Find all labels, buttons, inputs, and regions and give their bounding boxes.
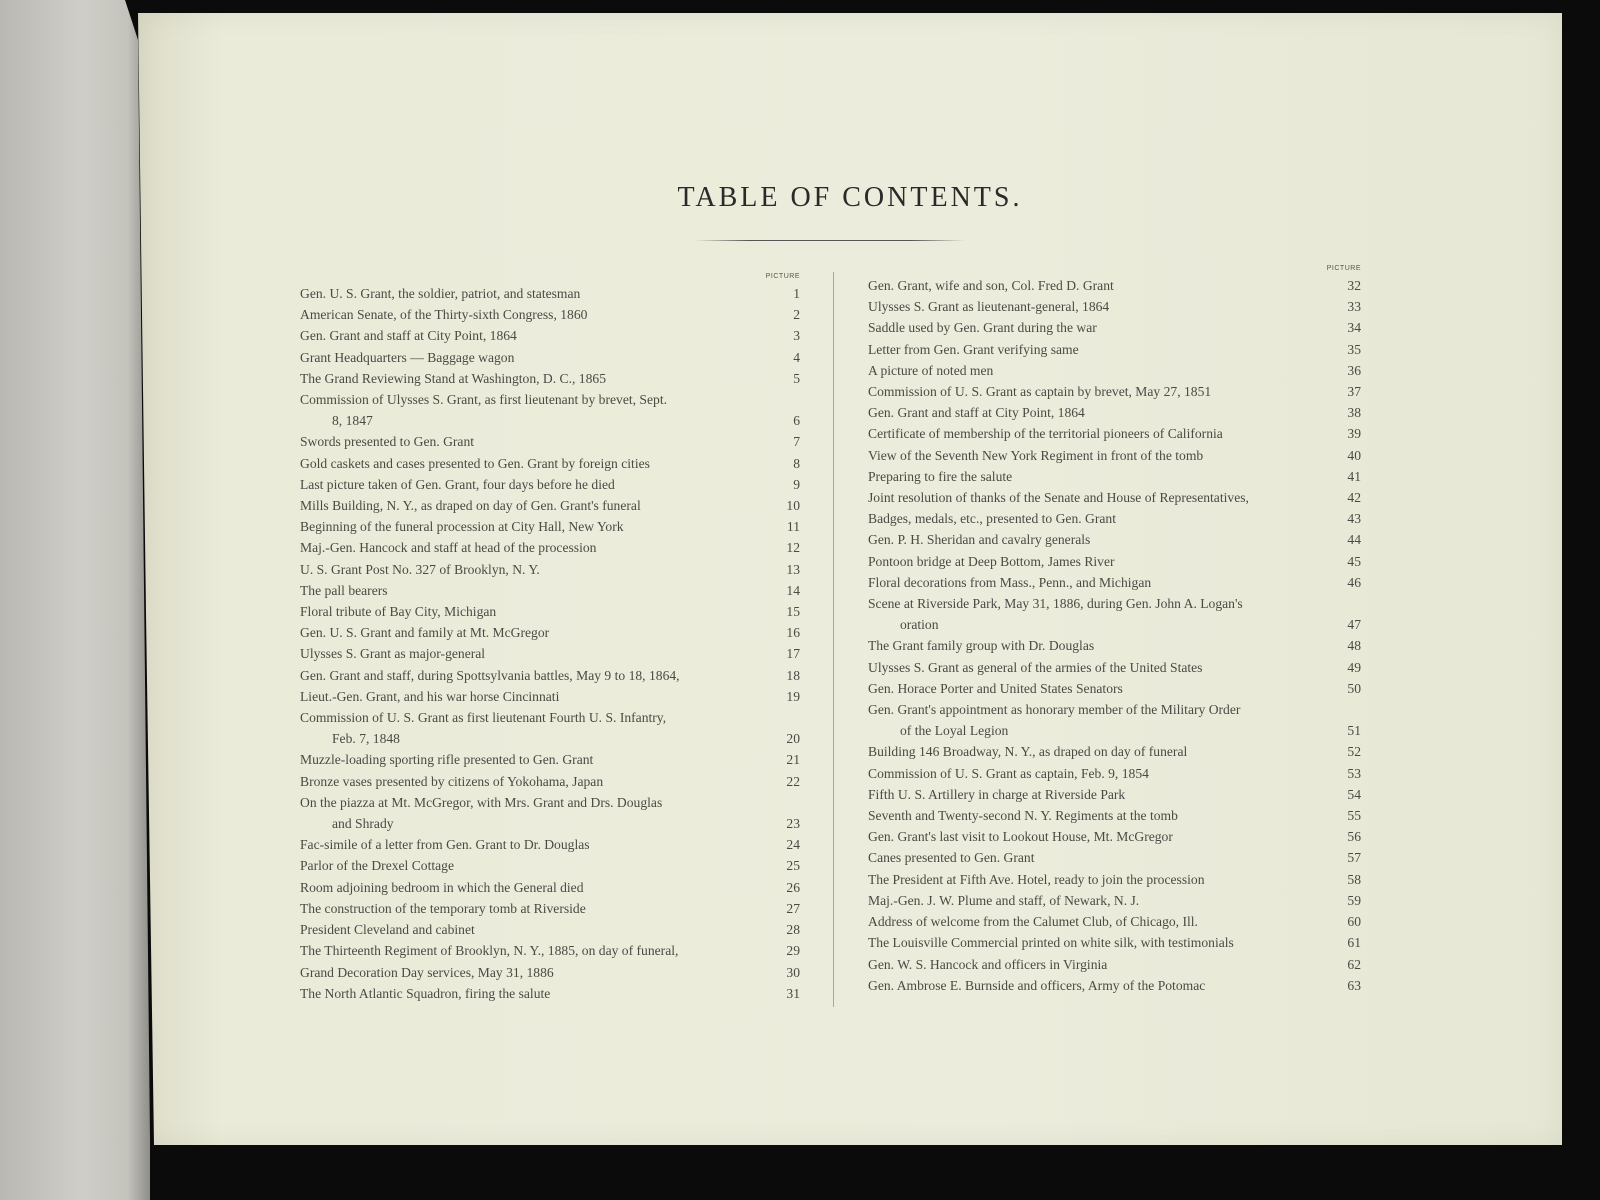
contents-entry (300, 431, 800, 452)
entry-page-number: 47 (1347, 617, 1361, 633)
entry-title: Floral tribute of Bay City, Michigan (300, 604, 497, 620)
entry-page-number: 28 (786, 922, 800, 938)
entry-title: The Louisville Commercial printed on white silk, with testimonials (868, 935, 1234, 951)
entry-title: The President at Fifth Ave. Hotel, ready to join the procession (868, 871, 1205, 887)
contents-entry (868, 657, 1361, 678)
entry-title: Grand Decoration Day services, May 31, 1886 (300, 964, 554, 980)
contents-entry (300, 474, 800, 495)
entry-title: On the piazza at Mt. McGregor, with Mrs. Grant and Drs. Douglas (300, 794, 663, 810)
entry-page-number: 4 (793, 349, 800, 365)
contents-entry (868, 869, 1361, 890)
entry-title: Gen. U. S. Grant, the soldier, patriot, and statesman (300, 286, 581, 301)
contents-entry (300, 495, 800, 516)
entries-left (300, 283, 800, 1004)
entry-title: Certificate of membership of the territorial pioneers of California (868, 426, 1223, 442)
entry-title: Lieut.-Gen. Grant, and his war horse Cincinnati (300, 688, 560, 704)
contents-entry (868, 826, 1361, 847)
contents-entry (300, 559, 800, 580)
entry-page-number: 27 (786, 900, 800, 916)
entry-page-number: 9 (793, 476, 800, 492)
entry-page-number: 36 (1347, 362, 1361, 378)
contents-entry (300, 580, 800, 601)
contents-entry (300, 304, 800, 325)
entry-title: Seventh and Twenty-second N. Y. Regiments at the tomb (868, 808, 1178, 824)
entry-title: Swords presented to Gen. Grant (300, 434, 475, 450)
contents-entry (300, 686, 800, 707)
contents-entry (868, 678, 1361, 699)
contents-entry (300, 453, 800, 474)
entry-page-number: 26 (786, 879, 800, 895)
entry-page-number: 12 (786, 540, 800, 556)
contents-entry (868, 593, 1361, 635)
entry-title-continued: 8, 1847 (332, 413, 373, 429)
entry-title: Last picture taken of Gen. Grant, four days before he died (300, 476, 615, 492)
contents-entry (300, 771, 800, 792)
entry-title: Ulysses S. Grant as lieutenant-general, 1864 (868, 299, 1110, 315)
entry-page-number: 32 (1347, 278, 1361, 293)
entry-title: Address of welcome from the Calumet Club, of Chicago, Ill. (868, 914, 1198, 930)
entry-title: View of the Seventh New York Regiment in front of the tomb (868, 447, 1204, 463)
entry-page-number: 49 (1347, 659, 1361, 675)
entry-title: Building 146 Broadway, N. Y., as draped on day of funeral (868, 744, 1188, 760)
entry-title: Gold caskets and cases presented to Gen. Grant by foreign cities (300, 455, 650, 471)
entries-right (868, 275, 1361, 996)
page-title: TABLE OF CONTENTS. (677, 182, 1023, 213)
entry-page-number: 8 (793, 455, 800, 471)
contents-entry (300, 601, 800, 622)
contents-entry (868, 890, 1361, 911)
contents-entry (868, 784, 1361, 805)
entry-title: Gen. P. H. Sheridan and cavalry generals (868, 532, 1091, 548)
entry-page-number: 1 (793, 286, 800, 301)
contents-entry (868, 975, 1361, 996)
entry-page-number: 30 (786, 964, 800, 980)
entry-title: President Cleveland and cabinet (300, 922, 475, 938)
entry-title-continued: and Shrady (332, 816, 394, 832)
entry-title: Commission of U. S. Grant as first lieutenant Fourth U. S. Infantry, (300, 710, 667, 726)
entry-page-number: 20 (786, 731, 800, 747)
entry-page-number: 6 (793, 413, 800, 429)
contents-entry (300, 855, 800, 876)
entry-title: Room adjoining bedroom in which the General died (300, 879, 584, 895)
contents-entry (868, 275, 1361, 296)
contents-entry (868, 508, 1361, 529)
contents-entry (868, 551, 1361, 572)
entry-page-number: 63 (1347, 977, 1361, 993)
entry-page-number: 17 (786, 646, 800, 662)
contents-column-left (300, 271, 800, 1004)
entry-page-number: 25 (786, 858, 800, 874)
contents-entry (868, 954, 1361, 975)
entry-title: The Grant family group with Dr. Douglas (868, 638, 1095, 654)
entry-page-number: 35 (1347, 341, 1361, 357)
contents-entry (300, 516, 800, 537)
contents-entry (868, 402, 1361, 423)
entry-title-continued: Feb. 7, 1848 (332, 731, 400, 747)
contents-entry (300, 368, 800, 389)
contents-entry (868, 805, 1361, 826)
entry-page-number: 51 (1347, 723, 1361, 739)
entry-title: Gen. Grant and staff, during Spottsylvania battles, May 9 to 18, 1864, (300, 667, 680, 683)
entry-page-number: 60 (1347, 914, 1361, 930)
entry-page-number: 16 (786, 625, 800, 641)
entry-title: Gen. Grant and staff at City Point, 1864 (300, 328, 517, 344)
contents-entry (868, 847, 1361, 868)
contents-entry (300, 962, 800, 983)
entry-page-number: 22 (786, 773, 800, 789)
entry-page-number: 5 (793, 370, 800, 386)
entry-title: Ulysses S. Grant as general of the armies of the United States (868, 659, 1203, 675)
entry-page-number: 59 (1347, 892, 1361, 908)
entry-title: Badges, medals, etc., presented to Gen. Grant (868, 511, 1117, 527)
contents-entry (300, 665, 800, 686)
contents-entry (300, 325, 800, 346)
entry-title: Gen. Grant, wife and son, Col. Fred D. Grant (868, 278, 1114, 293)
contents-entry (868, 487, 1361, 508)
entry-page-number: 55 (1347, 808, 1361, 824)
entry-title: Gen. Ambrose E. Burnside and officers, Army of the Potomac (868, 977, 1206, 993)
facing-page-edge (0, 0, 150, 1200)
entry-page-number: 31 (786, 985, 800, 1001)
contents-entry (300, 792, 800, 834)
entry-title: Floral decorations from Mass., Penn., and Michigan (868, 574, 1152, 590)
contents-entry (300, 622, 800, 643)
entry-page-number: 52 (1347, 744, 1361, 760)
entry-page-number: 29 (786, 943, 800, 959)
contents-entry (868, 699, 1361, 741)
contents-entry (300, 877, 800, 898)
contents-entry (868, 317, 1361, 338)
entry-page-number: 33 (1347, 299, 1361, 315)
entry-title: Gen. Grant's last visit to Lookout House, Mt. McGregor (868, 829, 1173, 845)
entry-title: Ulysses S. Grant as major-general (300, 646, 486, 662)
entry-title: Gen. Horace Porter and United States Senators (868, 680, 1123, 696)
entry-title: Fifth U. S. Artillery in charge at Riverside Park (868, 786, 1126, 802)
entry-title-continued: of the Loyal Legion (900, 723, 1009, 739)
entry-page-number: 23 (786, 816, 800, 832)
entry-title: Gen. Grant and staff at City Point, 1864 (868, 405, 1085, 421)
entry-page-number: 46 (1347, 574, 1361, 590)
entry-page-number: 10 (786, 498, 800, 514)
entry-title: Bronze vases presented by citizens of Yokohama, Japan (300, 773, 604, 789)
entry-title: Pontoon bridge at Deep Bottom, James River (868, 553, 1115, 569)
entry-page-number: 40 (1347, 447, 1361, 463)
contents-entry (868, 911, 1361, 932)
entry-page-number: 56 (1347, 829, 1361, 845)
contents-entry (300, 707, 800, 749)
entry-page-number: 57 (1347, 850, 1361, 866)
contents-entry (868, 529, 1361, 550)
contents-entry (868, 381, 1361, 402)
entry-title: American Senate, of the Thirty-sixth Congress, 1860 (300, 307, 588, 323)
contents-entry (868, 741, 1361, 762)
entry-title: Joint resolution of thanks of the Senate and House of Representatives, (868, 490, 1249, 506)
entry-page-number: 50 (1347, 680, 1361, 696)
entry-title: Commission of Ulysses S. Grant, as first lieutenant by brevet, Sept. (300, 392, 667, 408)
contents-entry (300, 643, 800, 664)
contents-entry (868, 423, 1361, 444)
contents-entry (868, 932, 1361, 953)
contents-entry (868, 339, 1361, 360)
entry-page-number: 13 (786, 561, 800, 577)
contents-entry (300, 834, 800, 855)
entry-title: Scene at Riverside Park, May 31, 1886, during Gen. John A. Logan's (868, 596, 1243, 612)
entry-page-number: 39 (1347, 426, 1361, 442)
entry-title: The construction of the temporary tomb at Riverside (300, 900, 586, 916)
entry-page-number: 34 (1347, 320, 1361, 336)
entry-title: The pall bearers (300, 582, 388, 598)
entry-title: Parlor of the Drexel Cottage (300, 858, 455, 874)
entry-title: Maj.-Gen. J. W. Plume and staff, of Newark, N. J. (868, 892, 1140, 908)
entry-page-number: 44 (1347, 532, 1361, 548)
entry-title: Gen. W. S. Hancock and officers in Virginia (868, 956, 1108, 972)
entry-page-number: 24 (786, 837, 800, 853)
entry-title: The North Atlantic Squadron, firing the salute (300, 985, 551, 1001)
contents-entry (300, 283, 800, 304)
entry-page-number: 42 (1347, 490, 1361, 506)
entry-title: Grant Headquarters — Baggage wagon (300, 349, 515, 365)
entry-page-number: 14 (786, 582, 800, 598)
entry-page-number: 19 (786, 688, 800, 704)
contents-entry (868, 572, 1361, 593)
contents-column-right (868, 263, 1361, 996)
contents-entry (300, 537, 800, 558)
entry-title: Gen. U. S. Grant and family at Mt. McGregor (300, 625, 550, 641)
column-header-right: PICTURE (1326, 265, 1361, 272)
entry-title: Maj.-Gen. Hancock and staff at head of the procession (300, 540, 597, 556)
entry-page-number: 37 (1347, 384, 1361, 400)
entry-title: Fac-simile of a letter from Gen. Grant to Dr. Douglas (300, 837, 590, 853)
contents-entry (300, 347, 800, 368)
contents-entry (300, 389, 800, 431)
contents-entry (300, 919, 800, 940)
entry-page-number: 45 (1347, 553, 1361, 569)
entry-page-number: 61 (1347, 935, 1361, 951)
column-header-left: PICTURE (765, 273, 800, 280)
entry-page-number: 3 (793, 328, 800, 344)
entry-title: Muzzle-loading sporting rifle presented to Gen. Grant (300, 752, 594, 768)
entry-page-number: 58 (1347, 871, 1361, 887)
entry-title-continued: oration (900, 617, 939, 633)
entry-title: Letter from Gen. Grant verifying same (868, 341, 1079, 357)
entry-title: Commission of U. S. Grant as captain, Feb. 9, 1854 (868, 765, 1149, 781)
contents-entry (300, 898, 800, 919)
entry-title: Saddle used by Gen. Grant during the war (868, 320, 1097, 336)
entry-title: Beginning of the funeral procession at City Hall, New York (300, 519, 624, 535)
contents-entry (300, 983, 800, 1004)
entry-page-number: 41 (1347, 468, 1361, 484)
entry-page-number: 7 (793, 434, 800, 450)
entry-page-number: 21 (786, 752, 800, 768)
entry-page-number: 43 (1347, 511, 1361, 527)
contents-entry (868, 763, 1361, 784)
contents-entry (300, 749, 800, 770)
entry-page-number: 11 (786, 519, 800, 535)
entry-title: Gen. Grant's appointment as honorary member of the Military Order (868, 702, 1241, 718)
entry-page-number: 48 (1347, 638, 1361, 654)
contents-entry (868, 445, 1361, 466)
entry-page-number: 54 (1347, 786, 1361, 802)
entry-page-number: 53 (1347, 765, 1361, 781)
contents-entry (300, 940, 800, 961)
entry-page-number: 38 (1347, 405, 1361, 421)
contents-entry (868, 466, 1361, 487)
entry-title: Mills Building, N. Y., as draped on day of Gen. Grant's funeral (300, 498, 641, 514)
entry-title: Preparing to fire the salute (868, 468, 1013, 484)
entry-title: U. S. Grant Post No. 327 of Brooklyn, N. Y. (300, 561, 540, 577)
entry-title: Commission of U. S. Grant as captain by brevet, May 27, 1851 (868, 384, 1212, 400)
contents-entry (868, 635, 1361, 656)
contents-entry (868, 296, 1361, 317)
entry-page-number: 15 (786, 604, 800, 620)
column-divider (833, 272, 834, 1007)
entry-title: A picture of noted men (868, 362, 994, 378)
entry-title: Canes presented to Gen. Grant (868, 850, 1035, 866)
entry-title: The Thirteenth Regiment of Brooklyn, N. Y., 1885, on day of funeral, (300, 943, 679, 959)
contents-entry (868, 360, 1361, 381)
title-rule (695, 240, 965, 241)
entry-page-number: 2 (793, 307, 800, 323)
entry-page-number: 18 (786, 667, 800, 683)
entry-title: The Grand Reviewing Stand at Washington, D. C., 1865 (300, 370, 606, 386)
entry-page-number: 62 (1347, 956, 1361, 972)
